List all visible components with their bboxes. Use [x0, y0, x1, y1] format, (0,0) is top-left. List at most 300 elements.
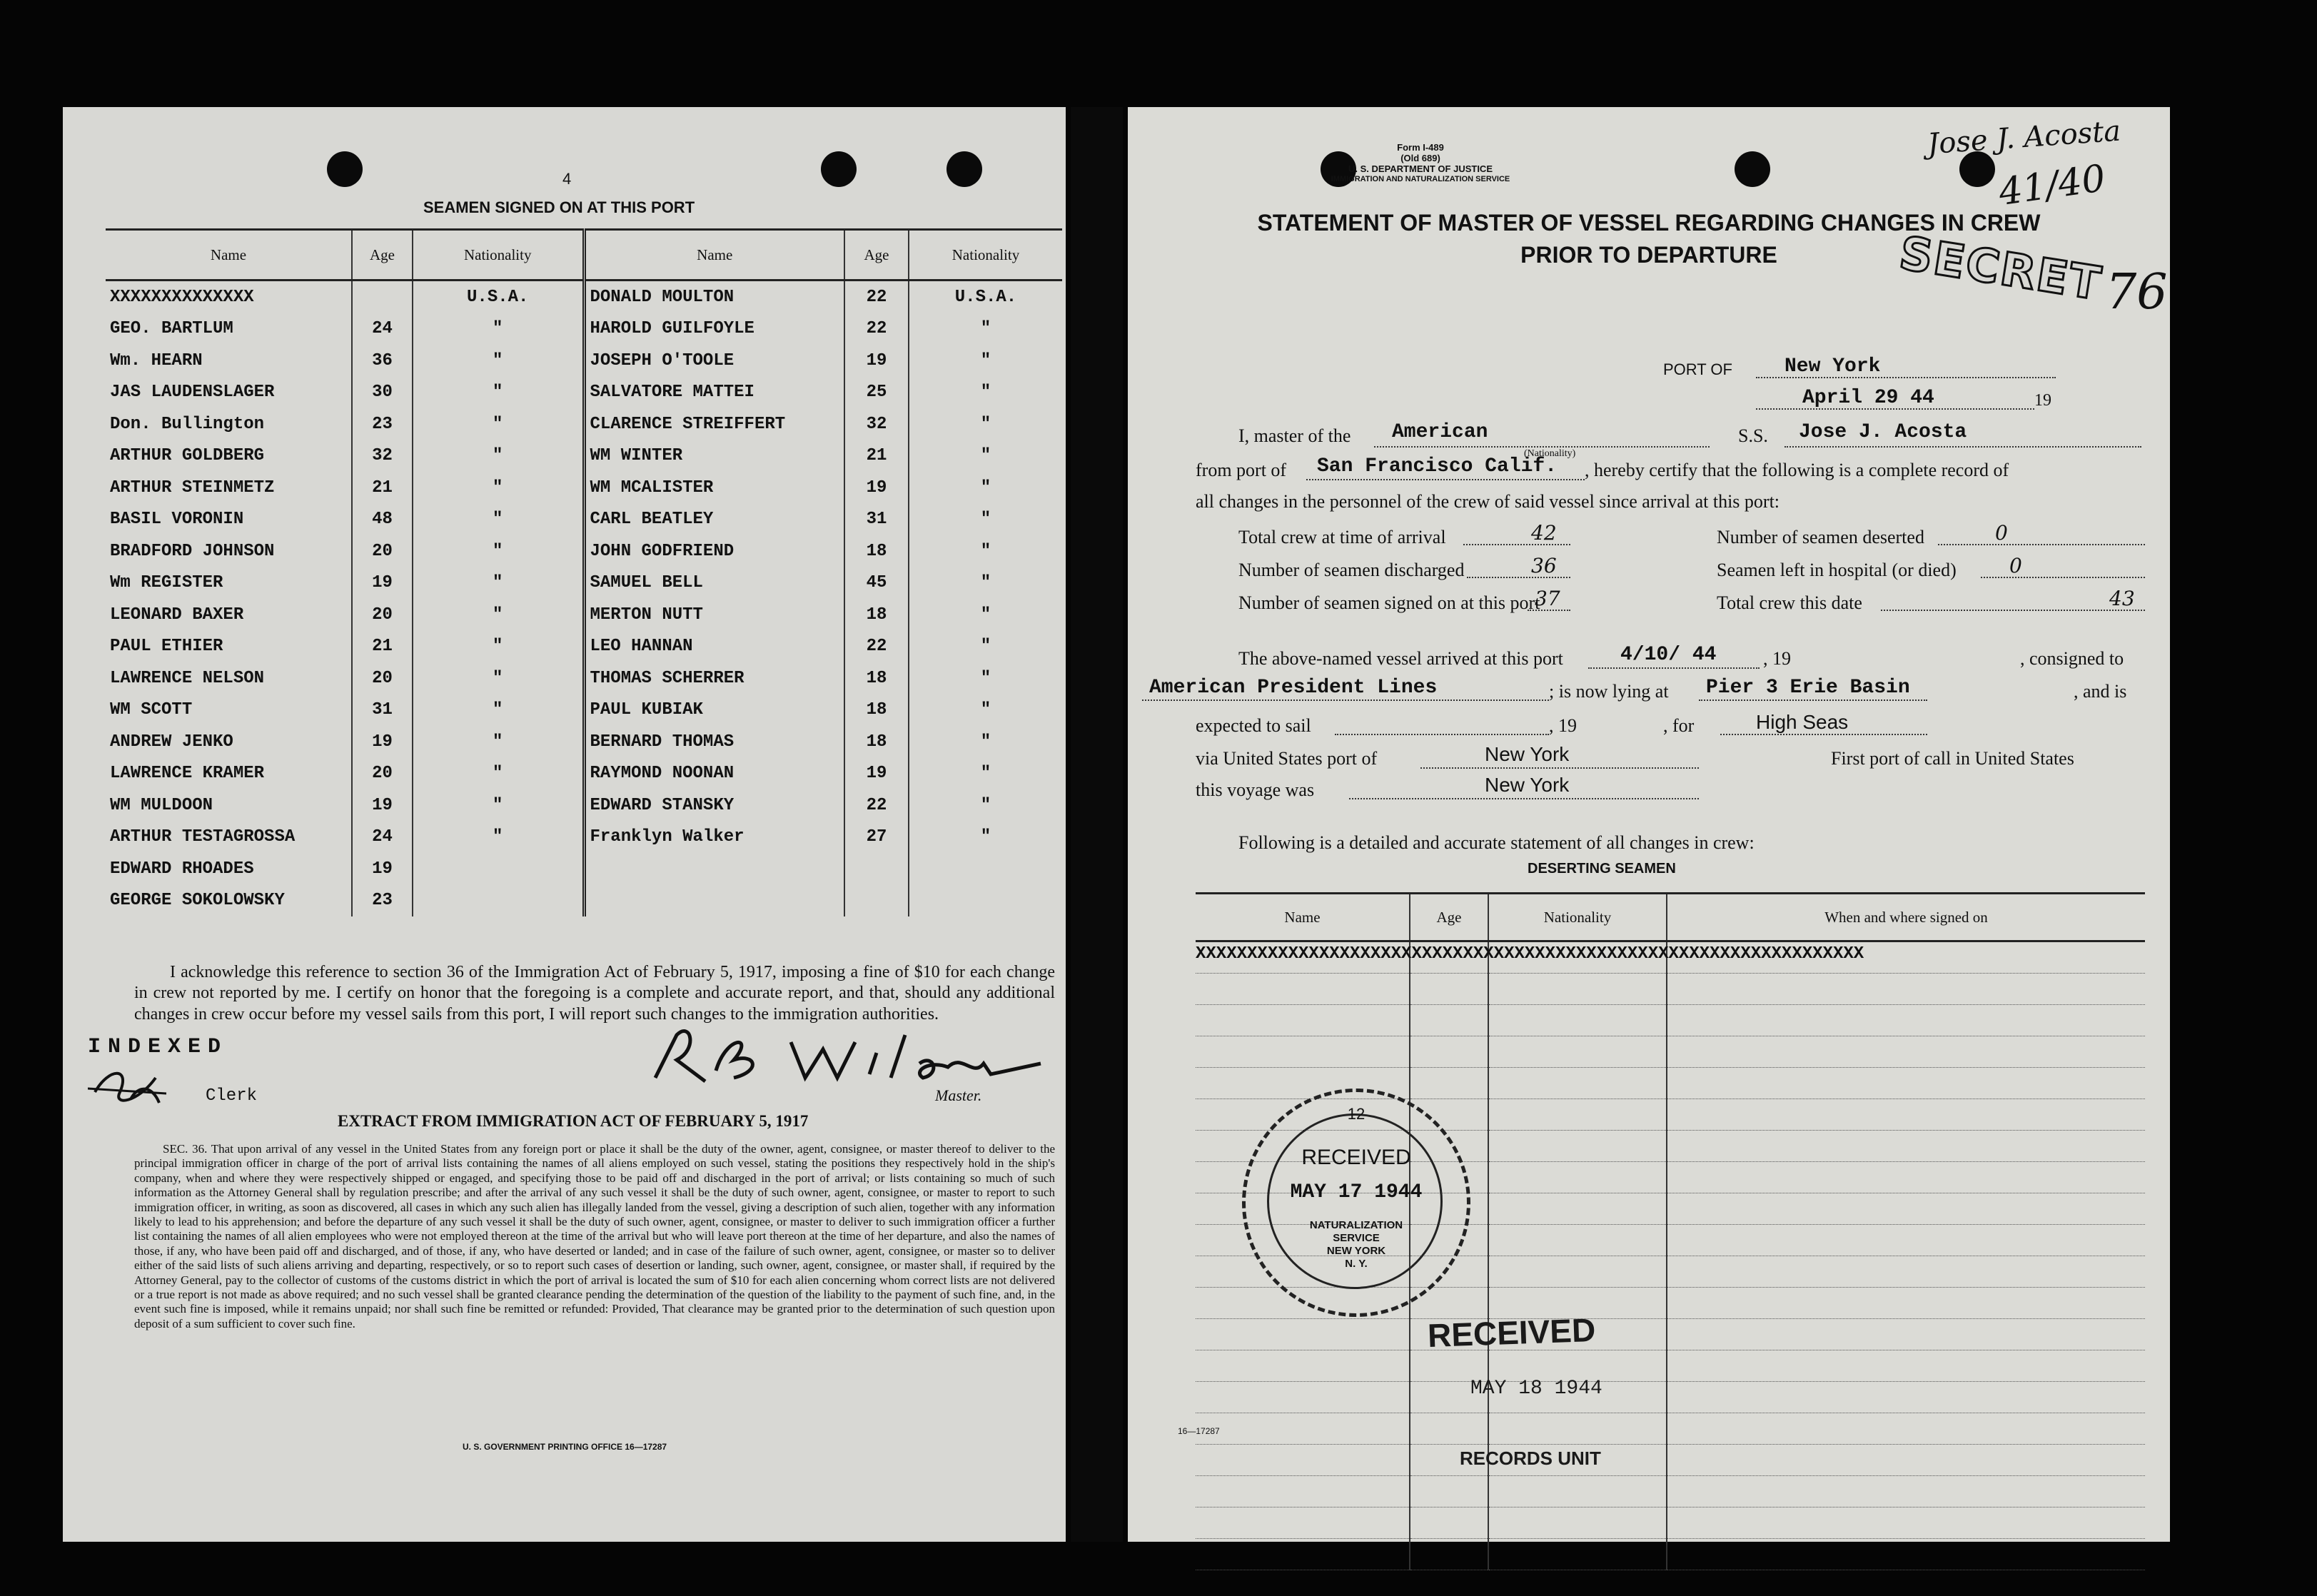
table-cell	[1488, 1036, 1667, 1068]
table-row	[106, 662, 1062, 695]
table-row	[1196, 1445, 2145, 1476]
table-cell	[1196, 1036, 1410, 1068]
table-row	[106, 472, 1062, 504]
voyage-value: New York	[1485, 774, 1570, 796]
table-cell	[1667, 1036, 2145, 1068]
crew-age: 18	[844, 662, 909, 695]
table-cell	[1667, 1225, 2145, 1256]
column-header: Nationality	[909, 230, 1062, 281]
crew-name: MERTON NUTT	[584, 599, 844, 631]
crew-name: GEORGE SOKOLOWSKY	[110, 891, 285, 911]
punch-hole	[1735, 151, 1770, 187]
table-cell	[1667, 1539, 2145, 1570]
vessel-name: Jose J. Acosta	[1799, 421, 1967, 443]
crew-age: 25	[844, 377, 909, 409]
department: U. S. DEPARTMENT OF JUSTICE	[1348, 163, 1493, 174]
master-of-label: I, master of the	[1238, 425, 1351, 446]
table-cell	[1196, 1382, 1410, 1413]
crew-nationality: "	[909, 440, 1062, 473]
table-cell	[1667, 1382, 2145, 1413]
voyage-label: this voyage was	[1196, 779, 1315, 800]
form-header	[1292, 143, 1549, 183]
table-row	[106, 758, 1062, 790]
table-cell	[1667, 1193, 2145, 1225]
hospital-label: Seamen left in hospital (or died)	[1717, 560, 1957, 580]
table-row	[1196, 974, 2145, 1005]
table-row	[106, 345, 1062, 377]
crew-name: EDWARD RHOADES	[110, 859, 254, 879]
table-cell	[1196, 1350, 1410, 1382]
crew-name: LEONARD BAXER	[110, 605, 244, 625]
stamp-office	[1246, 1219, 1467, 1271]
crew-name: LAWRENCE NELSON	[110, 668, 265, 688]
crew-age: 20	[352, 599, 413, 631]
crew-age	[844, 853, 909, 885]
crew-nationality: "	[909, 504, 1062, 536]
deserted-label: Number of seamen deserted	[1717, 527, 1924, 547]
from-port-line	[1306, 479, 1585, 480]
crew-name: BRADFORD JOHNSON	[110, 541, 275, 561]
crew-name: GEO. BARTLUM	[110, 319, 233, 339]
for-line	[1720, 734, 1927, 735]
table-cell	[1410, 1036, 1488, 1068]
crew-name: XXXXXXXXXXXXXX	[110, 287, 254, 307]
dot-leader	[1981, 577, 2145, 578]
crew-name: Wm REGISTER	[110, 573, 223, 593]
table-cell	[1488, 1005, 1667, 1036]
crew-age: 24	[352, 313, 413, 345]
form-old: (Old 689)	[1400, 152, 1440, 163]
column-header: Age	[1410, 894, 1488, 941]
table-cell	[1667, 1413, 2145, 1445]
consignee-value: American President Lines	[1149, 677, 1438, 699]
table-cell	[1410, 1005, 1488, 1036]
title-line-2: PRIOR TO DEPARTURE	[1520, 241, 1777, 268]
from-port-value: San Francisco Calif.	[1317, 455, 1558, 478]
crew-name: LEO HANNAN	[584, 631, 844, 663]
table-cell	[1667, 1162, 2145, 1193]
crew-nationality: "	[909, 408, 1062, 440]
first-port-label: First port of call in United States	[1831, 748, 2074, 769]
spine-gap	[1071, 107, 1123, 1542]
stamp-received: RECEIVED	[1301, 1146, 1411, 1169]
table-cell	[1410, 1476, 1488, 1507]
lying-line	[1699, 699, 1927, 701]
table-cell	[1196, 1507, 1410, 1539]
signed-on-value: 37	[1535, 587, 1560, 610]
crew-name: JOHN GODFRIEND	[584, 535, 844, 567]
crew-age: 22	[844, 313, 909, 345]
table-row	[106, 567, 1062, 600]
crew-nationality	[413, 853, 584, 885]
table-cell	[1196, 1539, 1410, 1570]
crew-age: 22	[844, 789, 909, 822]
consignee-line	[1142, 699, 1549, 701]
table-row	[106, 789, 1062, 822]
table-cell	[1488, 1476, 1667, 1507]
via-value: New York	[1485, 743, 1570, 765]
crew-nationality: "	[413, 567, 584, 600]
crew-age: 18	[844, 726, 909, 758]
table-cell	[1488, 1068, 1667, 1099]
table-cell	[1667, 974, 2145, 1005]
crew-name: ANDREW JENKO	[110, 732, 233, 752]
table-header-row	[106, 230, 1062, 281]
column-header: When and where signed on	[1667, 894, 2145, 941]
crew-age: 19	[352, 853, 413, 885]
crew-nationality: "	[413, 662, 584, 695]
expected-line	[1335, 734, 1549, 735]
extract-text: SEC. 36. That upon arrival of any vessel in the United States from any foreign port or place it shall be the duty of the owner, agent, consignee, or master thereof to deliver to the principal immigration officer in charge of the port of arrival lists containing the names of all aliens employed on such vessel, stating the positions they respectively hold in the ship's company, when and where they were respectively shipped or engaged, and specifying those to be paid off and discharged in the port of arrival; or lists containing so much of such information as the Attorney General shall by regulation prescribe; and after the arrival of any such vessel it shall be the duty of such owner, agent, consignee, or master to report to such immigration officer, in writing, as soon as discovered, all cases in which any such alien has illegally landed from the vessel, giving a description of such alien, together with any information likely to lead to his apprehension; and before the departure of any such vessel it shall be the duty of such owner, agent, consignee, or master to deliver to such immigration officer a further list containing the names of all alien employees who were not employed thereon at the time of the arrival but who will leave port thereon at the time of her departure, and also the names of those, if any, who have been paid off and discharged, and of those, if any, who have deserted or landed; and in case of the failure of such owner, agent, consignee, or master so to deliver either of the said lists of such aliens arriving and departing, respectively, or so to report such cases of desertion or landing, such owner, agent, consignee, or master shall, if required by the Attorney General, pay to the collector of customs of the customs district in which the port of arrival is located the sum of $10 for each alien concerning whom correct lists are not delivered or a true report is not made as above required; and no such vessel shall be granted clearance pending the determination of the question of the liability to the payment of such fine, and, in the event such fine is imposed, while it remains unpaid; nor shall such fine be remitted or refunded: Provided, That clearance may be granted prior to the determination of such question upon deposit of a sum sufficient to cover such fine.	[134, 1142, 1055, 1330]
lying-value: Pier 3 Erie Basin	[1706, 677, 1910, 699]
handwritten-number: 41/40	[1996, 156, 2109, 215]
crew-nationality: "	[413, 695, 584, 727]
crew-age: 20	[352, 662, 413, 695]
form-code: 16—17287	[1178, 1426, 1220, 1436]
crew-age: 22	[844, 631, 909, 663]
crew-name: BASIL VORONIN	[110, 510, 244, 530]
crew-name: PAUL ETHIER	[110, 637, 223, 657]
crew-nationality: "	[413, 726, 584, 758]
crew-nationality: "	[413, 504, 584, 536]
for-label: , for	[1663, 715, 1695, 736]
total-crew-arrival-label: Total crew at time of arrival	[1238, 527, 1446, 547]
consigned-label: , consigned to	[2020, 648, 2124, 669]
hospital-value: 0	[2009, 554, 2022, 577]
crew-age: 31	[844, 504, 909, 536]
secret-number: 76	[2106, 264, 2168, 320]
crew-age: 23	[352, 408, 413, 440]
table-cell	[1488, 1099, 1667, 1131]
crew-age: 18	[844, 599, 909, 631]
crew-nationality: "	[909, 567, 1062, 600]
table-row	[106, 281, 1062, 313]
crew-name: JAS LAUDENSLAGER	[110, 383, 275, 403]
crew-name: SALVATORE MATTEI	[584, 377, 844, 409]
crew-name: Wm. HEARN	[110, 350, 203, 370]
table-cell	[1488, 1350, 1667, 1382]
crew-nationality: "	[413, 345, 584, 377]
discharged-value: 36	[1531, 554, 1557, 577]
crew-name: WM SCOTT	[110, 700, 193, 720]
column-header: Nationality	[413, 230, 584, 281]
crew-name: ARTHUR TESTAGROSSA	[110, 827, 296, 847]
crew-name: ARTHUR STEINMETZ	[110, 478, 275, 498]
crew-name	[584, 853, 844, 885]
crew-age: 19	[352, 726, 413, 758]
crew-nationality: "	[413, 822, 584, 854]
arrived-label: The above-named vessel arrived at this port	[1238, 648, 1563, 669]
table-row	[1196, 1539, 2145, 1570]
table-cell	[1196, 1413, 1410, 1445]
crew-nationality: "	[413, 631, 584, 663]
acknowledgement-text: I acknowledge this reference to section 36 of the Immigration Act of February 5, 1917, imposing a fine of $10 for each change in crew not reported by me. I certify on honor that the foregoing is a complete and accurate report, and that, should any additional changes in crew occur before my vessel sails from this port, I will report such changes to the immigration authorities.	[134, 963, 1055, 1024]
table-row	[106, 695, 1062, 727]
punch-hole	[947, 151, 982, 187]
deserted-value: 0	[1995, 521, 2008, 545]
table-row	[1196, 1350, 2145, 1382]
service: IMMIGRATION AND NATURALIZATION SERVICE	[1331, 174, 1510, 183]
crew-nationality: "	[909, 313, 1062, 345]
crew-nationality: "	[413, 440, 584, 473]
crew-nationality: "	[909, 789, 1062, 822]
crew-nationality	[909, 885, 1062, 917]
column-header: Name	[106, 230, 352, 281]
crew-nationality: "	[413, 789, 584, 822]
column-header: Name	[584, 230, 844, 281]
table-row	[1196, 1413, 2145, 1445]
stamp-line: NEW YORK	[1326, 1245, 1386, 1257]
table-cell	[1196, 1476, 1410, 1507]
via-label: via United States port of	[1196, 748, 1378, 769]
table-row	[106, 726, 1062, 758]
table-cell	[1667, 1507, 2145, 1539]
crew-age: 32	[844, 408, 909, 440]
voyage-line	[1349, 798, 1699, 799]
table-row	[106, 440, 1062, 473]
crew-name: WM WINTER	[584, 440, 844, 473]
column-header: Age	[352, 230, 413, 281]
table-cell	[1667, 1005, 2145, 1036]
table-row	[1196, 1382, 2145, 1413]
received-date-2: MAY 18 1944	[1470, 1378, 1602, 1400]
crew-nationality: "	[909, 472, 1062, 504]
crew-age: 27	[844, 822, 909, 854]
table-row	[106, 535, 1062, 567]
crew-name	[584, 885, 844, 917]
crew-age: 30	[352, 377, 413, 409]
crew-nationality: "	[413, 377, 584, 409]
crew-nationality: "	[909, 662, 1062, 695]
table-cell	[1488, 1507, 1667, 1539]
right-page	[1128, 107, 2170, 1542]
expected-suffix: , 19	[1549, 715, 1577, 736]
crew-name: PAUL KUBIAK	[584, 695, 844, 727]
crew-age: 18	[844, 535, 909, 567]
clerk-initials	[88, 1064, 166, 1113]
discharged-label: Number of seamen discharged	[1238, 560, 1465, 580]
column-header: Nationality	[1488, 894, 1667, 941]
crew-age: 22	[844, 281, 909, 313]
crew-nationality: "	[413, 758, 584, 790]
table-cell	[1196, 974, 1410, 1005]
table-row	[1196, 1319, 2145, 1350]
expected-label: expected to sail	[1196, 715, 1311, 736]
column-header: Age	[844, 230, 909, 281]
total-crew-date-label: Total crew this date	[1717, 592, 1862, 613]
lying-label: ; is now lying at	[1549, 681, 1669, 702]
table-cell	[1667, 1350, 2145, 1382]
crew-name: WM MULDOON	[110, 795, 213, 815]
table-row	[106, 885, 1062, 917]
table-row	[106, 822, 1062, 854]
nationality-value: American	[1392, 421, 1488, 443]
port-value: New York	[1785, 355, 1881, 378]
crew-name: Franklyn Walker	[584, 822, 844, 854]
deserting-title: DESERTING SEAMEN	[1528, 861, 1676, 877]
punch-hole	[327, 151, 363, 187]
indexed-stamp: INDEXED	[88, 1035, 228, 1059]
table-cell	[1196, 1005, 1410, 1036]
crew-name: JOSEPH O'TOOLE	[584, 345, 844, 377]
crew-age: 20	[352, 758, 413, 790]
total-crew-date-value: 43	[2109, 587, 2135, 610]
table-row	[106, 408, 1062, 440]
from-port-label: from port of	[1196, 460, 1287, 480]
table-cell	[1488, 974, 1667, 1005]
secret-stamp: SECRET	[1895, 227, 2106, 311]
nationality-caption: (Nationality)	[1524, 448, 1576, 459]
table-row	[106, 599, 1062, 631]
crew-age	[844, 885, 909, 917]
crew-age: 36	[352, 345, 413, 377]
changes-text: all changes in the personnel of the crew of said vessel since arrival at this port:	[1196, 491, 1780, 512]
extract-title: EXTRACT FROM IMMIGRATION ACT OF FEBRUARY 5, 1917	[338, 1112, 809, 1130]
crew-age: 23	[352, 885, 413, 917]
crew-age: 48	[352, 504, 413, 536]
table-cell	[1410, 1539, 1488, 1570]
crew-age: 18	[844, 695, 909, 727]
crew-nationality: "	[909, 822, 1062, 854]
table-row	[106, 504, 1062, 536]
table-cell	[1488, 1413, 1667, 1445]
crew-nationality: "	[909, 377, 1062, 409]
dot-leader	[1881, 610, 2145, 611]
table-cell	[1488, 1256, 1667, 1288]
page-number: 4	[562, 170, 572, 188]
table-cell	[1196, 1319, 1410, 1350]
crew-age: 19	[844, 345, 909, 377]
crew-nationality: "	[909, 535, 1062, 567]
table-cell	[1667, 1256, 2145, 1288]
crew-age: 19	[844, 472, 909, 504]
crew-name: EDWARD STANSKY	[584, 789, 844, 822]
table-cell	[1488, 1193, 1667, 1225]
crew-name: LAWRENCE KRAMER	[110, 764, 265, 784]
table-cell	[1410, 974, 1488, 1005]
crew-nationality: "	[909, 758, 1062, 790]
crew-age	[352, 281, 413, 313]
table-cell	[1410, 1068, 1488, 1099]
crew-age: 21	[844, 440, 909, 473]
crew-name: Don. Bullington	[110, 414, 265, 434]
crew-nationality: "	[909, 599, 1062, 631]
stamp-date: MAY 17 1944	[1290, 1181, 1423, 1203]
table-title: SEAMEN SIGNED ON AT THIS PORT	[423, 198, 695, 216]
stamp-line: NATURALIZATION	[1309, 1219, 1403, 1231]
table-row	[1196, 1036, 2145, 1068]
crew-name: CARL BEATLEY	[584, 504, 844, 536]
table-row	[1196, 1476, 2145, 1507]
arrived-value: 4/10/ 44	[1620, 644, 1717, 666]
crew-nationality: "	[909, 695, 1062, 727]
handwritten-corner: Jose J. Acosta	[1926, 114, 2122, 161]
crew-name: BERNARD THOMAS	[584, 726, 844, 758]
date-suffix: 19	[2034, 391, 2051, 410]
port-label: PORT OF	[1663, 360, 1732, 378]
table-cell	[1410, 1413, 1488, 1445]
stamp-line: SERVICE	[1333, 1232, 1380, 1244]
seamen-table	[106, 228, 1062, 916]
and-is-label: , and is	[2074, 681, 2127, 702]
records-unit: RECORDS UNIT	[1460, 1448, 1601, 1469]
table-row	[1196, 1507, 2145, 1539]
table-cell	[1488, 1131, 1667, 1162]
left-page	[63, 107, 1066, 1542]
crew-age: 20	[352, 535, 413, 567]
table-row	[106, 631, 1062, 663]
received-stamp-2: RECEIVED	[1427, 1310, 1597, 1355]
table-row	[106, 377, 1062, 409]
table-row	[106, 853, 1062, 885]
arrived-suffix: , 19	[1763, 648, 1791, 669]
dot-leader	[1938, 544, 2145, 545]
crew-name: WM MCALISTER	[584, 472, 844, 504]
crew-name: ARTHUR GOLDBERG	[110, 446, 265, 466]
vessel-line	[1785, 446, 2141, 448]
table-cell	[1196, 1445, 1410, 1476]
table-cell	[1667, 1319, 2145, 1350]
struck-entry: XXXXXXXXXXXXXXXXXXXXXXXXXXXXXXXXXXXXXXXXXXXXXXXXXXXXXXXXXXXXXXXXX	[1196, 944, 1864, 964]
following-text: Following is a detailed and accurate statement of all changes in crew:	[1238, 832, 1755, 853]
crew-nationality: U.S.A.	[909, 281, 1062, 313]
table-cell	[1667, 1445, 2145, 1476]
crew-nationality: "	[413, 535, 584, 567]
table-cell	[1667, 1476, 2145, 1507]
crew-name: HAROLD GUILFOYLE	[584, 313, 844, 345]
crew-age: 21	[352, 472, 413, 504]
crew-age: 19	[844, 758, 909, 790]
nationality-line	[1374, 446, 1710, 448]
crew-nationality	[909, 853, 1062, 885]
crew-name: CLARENCE STREIFFERT	[584, 408, 844, 440]
crew-age: 24	[352, 822, 413, 854]
table-row	[106, 313, 1062, 345]
title-line-1: STATEMENT OF MASTER OF VESSEL REGARDING CHANGES IN CREW	[1257, 210, 2041, 236]
table-header-row	[1196, 894, 2145, 941]
stamp-line: N. Y.	[1345, 1258, 1368, 1270]
crew-name: SAMUEL BELL	[584, 567, 844, 600]
form-id: Form I-489	[1397, 142, 1444, 153]
crew-nationality: U.S.A.	[413, 281, 584, 313]
crew-age: 21	[352, 631, 413, 663]
total-crew-arrival-value: 42	[1531, 521, 1557, 545]
table-cell	[1410, 1507, 1488, 1539]
crew-name: THOMAS SCHERRER	[584, 662, 844, 695]
crew-nationality: "	[413, 472, 584, 504]
stamp-number: 12	[1347, 1105, 1366, 1123]
table-cell	[1667, 1131, 2145, 1162]
master-label: Master.	[935, 1086, 982, 1104]
received-stamp-1	[1242, 1089, 1470, 1317]
crew-age: 45	[844, 567, 909, 600]
table-cell	[1667, 1068, 2145, 1099]
clerk-label: Clerk	[206, 1086, 258, 1106]
crew-age: 31	[352, 695, 413, 727]
master-signature	[648, 1021, 1048, 1092]
punch-hole	[821, 151, 857, 187]
ss-label: S.S.	[1738, 425, 1768, 446]
table-cell	[1667, 1288, 2145, 1319]
via-line	[1420, 767, 1699, 769]
crew-age: 19	[352, 789, 413, 822]
crew-name: RAYMOND NOONAN	[584, 758, 844, 790]
date-value: April 29 44	[1802, 387, 1934, 409]
table-cell	[1410, 1350, 1488, 1382]
crew-nationality: "	[413, 313, 584, 345]
certify-text: , hereby certify that the following is a complete record of	[1585, 460, 2009, 480]
crew-nationality: "	[909, 631, 1062, 663]
